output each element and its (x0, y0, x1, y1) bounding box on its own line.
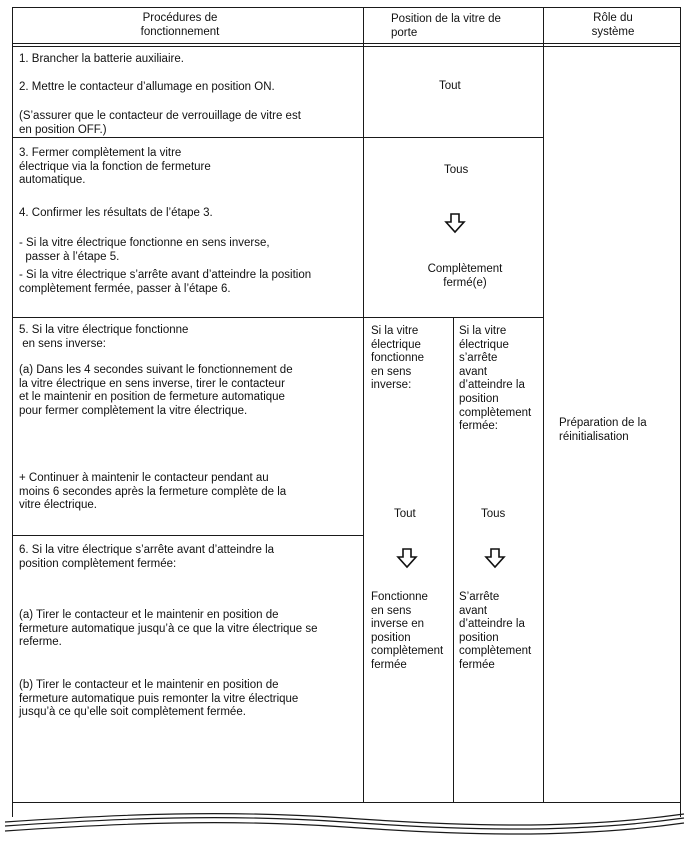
condition-stop: Si la vitre électrique s’arrête avant d’atteindre la position complètement fermée: (459, 325, 532, 433)
down-arrow-icon (484, 547, 506, 569)
step-5: 5. Si la vitre électrique fonctionne en sens inverse: (19, 324, 189, 350)
position-fully-closed: Complètement fermé(e) (427, 263, 503, 289)
table-border-right (680, 7, 681, 817)
step-6: 6. Si la vitre électrique s’arrête avant d’atteindre la position complètement fermée: (19, 544, 275, 570)
step-6a: (a) Tirer le contacteur et le maintenir en position de fermeture automatique jusqu’à ce que la vitre électrique se referme. (19, 609, 318, 649)
down-arrow-icon (444, 212, 466, 234)
step-5-continue: + Continuer à maintenir le contacteur pendant au moins 6 secondes après la fermeture complète de la vitre électrique. (19, 472, 287, 512)
table-border-top (12, 7, 681, 8)
step-4: 4. Confirmer les résultats de l’étape 3. (19, 207, 213, 219)
position-all-stop: Tous (481, 508, 506, 520)
row-sep-2 (12, 317, 544, 318)
col-sep-2 (543, 7, 544, 803)
step-2: 2. Mettre le contacteur d’allumage en position ON. (19, 81, 275, 93)
step-6b: (b) Tirer le contacteur et le maintenir en position de fermeture automatique puis remonter la vitre électrique jusqu’à ce qu’elle soit complètement fermée. (19, 679, 299, 719)
header-system-role: Rôle du système (591, 12, 635, 38)
position-all-2: Tous (444, 164, 469, 176)
table-border-left (12, 7, 13, 817)
result-stop: S’arrête avant d’atteindre la position complètement fermée (459, 591, 532, 671)
row-sep-3 (12, 535, 364, 536)
condition-reverse: Si la vitre électrique fonctionne en sens inverse: (371, 325, 425, 392)
col-sep-1 (363, 7, 364, 803)
header-rule (12, 43, 681, 44)
header-rule-2 (12, 46, 681, 47)
step-1: 1. Brancher la batterie auxiliaire. (19, 53, 184, 65)
result-reverse: Fonctionne en sens inverse en position complètement fermée (371, 591, 444, 671)
step-2-note: (S’assurer que le contacteur de verrouillage de vitre est en position OFF.) (19, 110, 301, 136)
system-role: Préparation de la réinitialisation (559, 417, 647, 443)
step-3: 3. Fermer complètement la vitre électrique via la fonction de fermeture automatique. (19, 147, 211, 187)
position-all-reverse: Tout (394, 508, 416, 520)
step-5a: (a) Dans les 4 secondes suivant le fonctionnement de la vitre électrique en sens inverse, tirer le contacteur et le maintenir en position de fermeture automatique pour fermer complètement la vitre électrique. (19, 364, 293, 417)
page-break-wave (0, 800, 688, 852)
down-arrow-icon (396, 547, 418, 569)
step-4-case-stop: - Si la vitre électrique s’arrête avant d’atteindre la position complètement fermée, passer à l’étape 6. (19, 269, 312, 295)
col-sep-inner (453, 317, 454, 803)
header-window-position: Position de la vitre de porte (391, 13, 501, 39)
step-4-case-reverse: - Si la vitre électrique fonctionne en sens inverse, passer à l’étape 5. (19, 237, 270, 263)
header-procedures: Procédures de fonctionnement (140, 12, 220, 38)
position-all-1: Tout (439, 80, 461, 92)
